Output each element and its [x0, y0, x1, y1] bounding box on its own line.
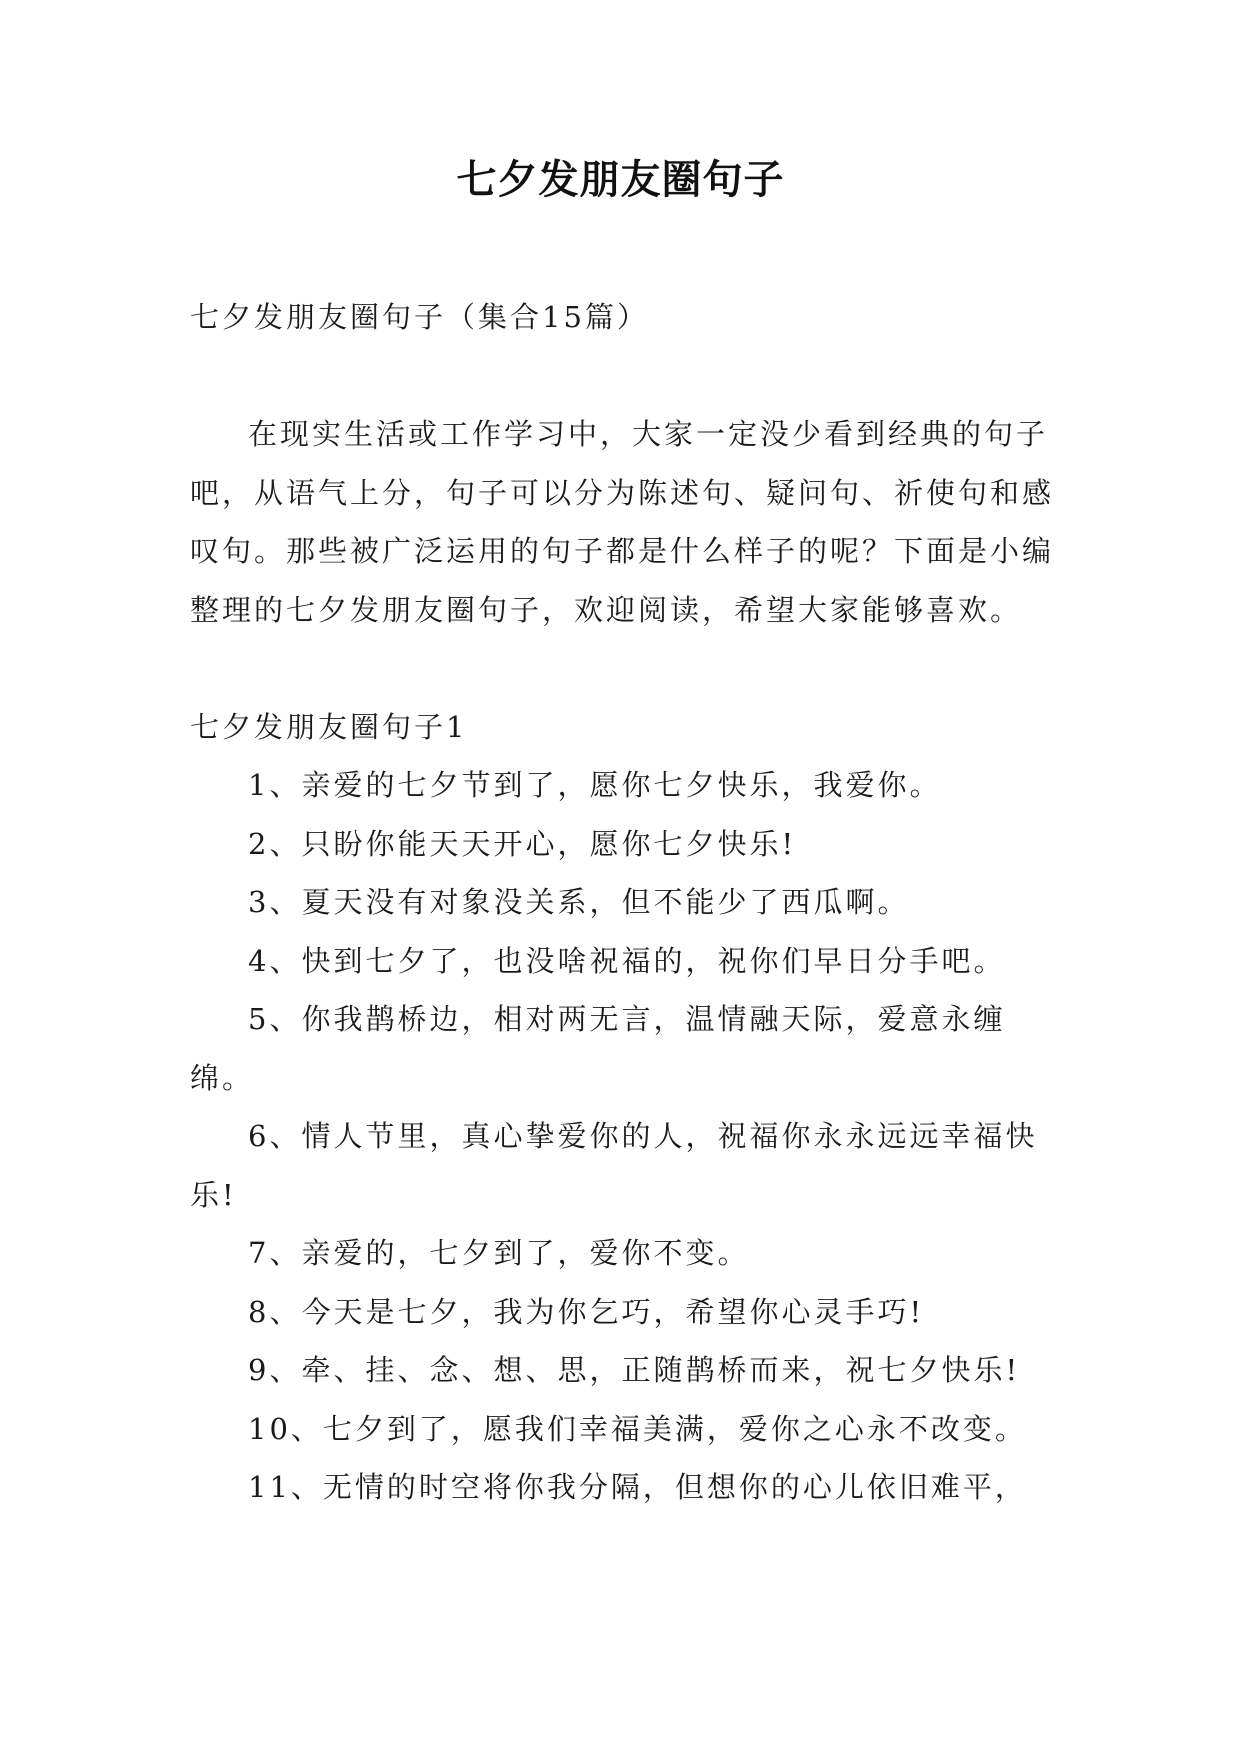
document-subtitle: 七夕发朋友圈句子（集合15篇）	[190, 300, 649, 334]
list-item: 9、牵、挂、念、想、思，正随鹊桥而来，祝七夕快乐!	[248, 1353, 1021, 1387]
list-item: 3、夏天没有对象没关系，但不能少了西瓜啊。	[248, 885, 910, 919]
list-item: 4、快到七夕了，也没啥祝福的，祝你们早日分手吧。	[248, 943, 1006, 978]
document-title: 七夕发朋友圈句子	[456, 157, 785, 203]
list-item: 2、只盼你能天天开心，愿你七夕快乐!	[248, 826, 797, 861]
list-item: 6、情人节里，真心挚爱你的人，祝福你永永远远幸福快乐!	[190, 1119, 1038, 1212]
list-item: 8、今天是七夕，我为你乞巧，希望你心灵手巧!	[248, 1294, 925, 1329]
intro-paragraph: 在现实生活或工作学习中，大家一定没少看到经典的句子吧，从语气上分，句子可以分为陈述句、疑问句、祈使句和感叹句。那些被广泛运用的句子都是什么样子的呢？下面是小编整理的七夕发朋友圈句子，欢迎阅读，希望大家能够喜欢。	[190, 417, 1055, 627]
blank-line	[190, 347, 1055, 406]
blank-line	[190, 639, 1055, 698]
list-item: 5、你我鹊桥边，相对两无言，温情融天际，爱意永缠绵。	[190, 1002, 1006, 1095]
section-heading: 七夕发朋友圈句子1	[190, 709, 468, 744]
list-item: 11、无情的时空将你我分隔，但想你的心儿依旧难平，	[248, 1470, 1027, 1504]
list-item: 7、亲爱的，七夕到了，爱你不变。	[248, 1236, 750, 1270]
document-body	[190, 288, 1055, 1517]
list-item: 1、亲爱的七夕节到了，愿你七夕快乐，我爱你。	[248, 768, 942, 802]
list-item: 10、七夕到了，愿我们幸福美满，爱你之心永不改变。	[248, 1411, 1027, 1446]
